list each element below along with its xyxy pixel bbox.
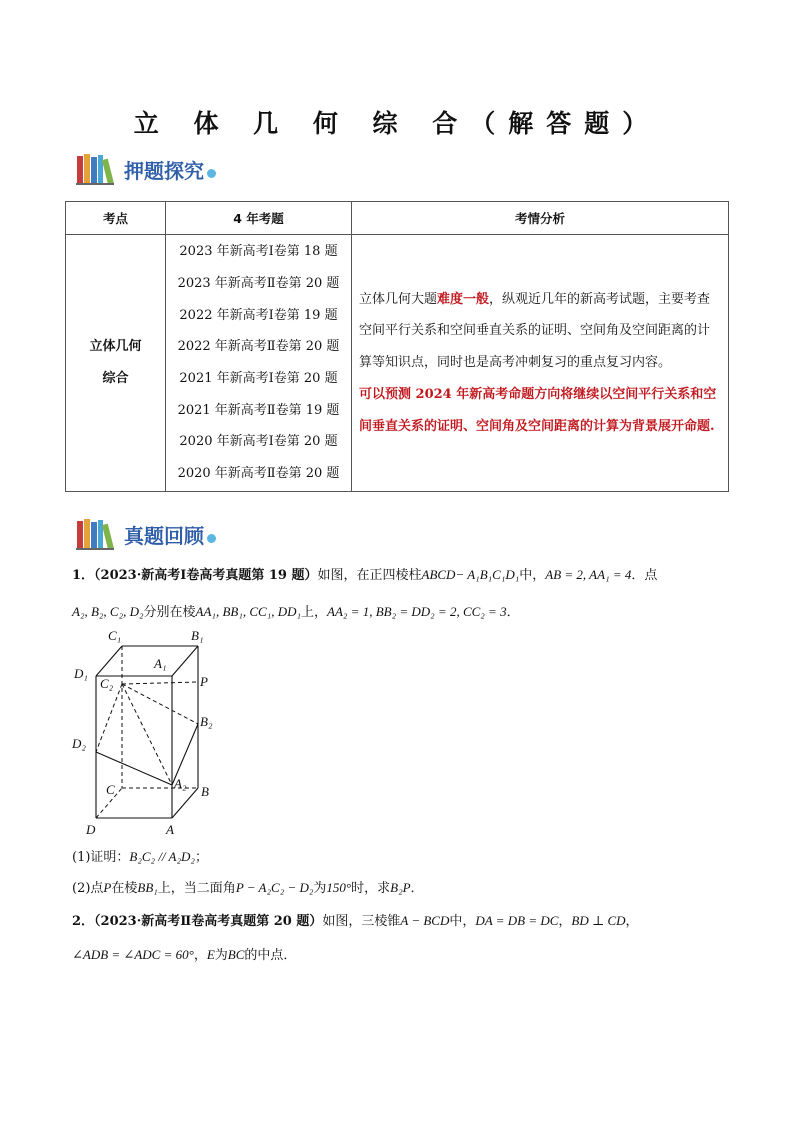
section-label: 真题回顾 (124, 523, 204, 548)
question-1-part-2 (72, 877, 424, 896)
question-source: （2023·新高考Ⅱ卷高考真题第 20 题） (94, 914, 323, 929)
math: AA₁, BB₁, CC₁, DD₁ (195, 604, 302, 619)
exam-analysis-table (65, 201, 729, 492)
header-topic: 考点 (66, 202, 166, 235)
edge (172, 788, 198, 818)
question-source: （2023·新高考Ⅰ卷高考真题第 19 题） (94, 568, 318, 583)
year-item: 2022 年新高考Ⅱ卷第 20 题 (177, 339, 340, 355)
year-item: 2020 年新高考Ⅱ卷第 20 题 (177, 466, 340, 482)
math: ABCD− A₁B₁C₁D₁ (421, 567, 520, 582)
question-text: 如图，三棱锥 (322, 914, 401, 929)
math: AB = 2, AA₁ = 4 (545, 567, 632, 582)
question-text: ， (193, 948, 207, 963)
page-title: 立 体 几 何 综 合（解答题） (133, 109, 661, 138)
math: B₂P (390, 880, 411, 895)
vertex-label: B (201, 784, 209, 799)
question-text: 时，求 (351, 881, 391, 896)
year-item: 2022 年新高考Ⅰ卷第 19 题 (179, 307, 338, 323)
vertex-label: C (106, 782, 115, 797)
math: DA = DB = DC (475, 913, 559, 928)
math: ∠ADB = ∠ADC = 60° (72, 947, 194, 962)
header-years: 4 年考题 (166, 202, 352, 235)
question-text: 分别在棱 (143, 605, 196, 620)
question-text: ．点 (631, 568, 658, 583)
vertex-label: D (86, 822, 96, 837)
section-header-review (76, 517, 216, 551)
year-item: 2020 年新高考Ⅰ卷第 20 题 (179, 434, 338, 450)
analysis-cell (352, 235, 729, 492)
edge (96, 646, 122, 676)
question-text: (1)证明： (72, 850, 130, 865)
question-2-line-1 (72, 910, 639, 929)
math: AA₂ = 1, BB₂ = DD₂ = 2, CC₂ = 3 (327, 604, 507, 619)
prism-figure (66, 622, 226, 842)
question-text: ． (410, 881, 424, 896)
topic-line: 立体几何 (89, 339, 142, 354)
bullet-dot (207, 534, 216, 543)
year-item: 2023 年新高考Ⅱ卷第 20 题 (177, 275, 340, 291)
analysis-highlight: 难度一般 (437, 291, 490, 307)
question-1-line-2 (72, 601, 520, 620)
question-text: ， (625, 914, 639, 929)
question-text: ， (558, 914, 572, 929)
vertex-label: A (166, 822, 174, 837)
math: A − BCD (400, 913, 450, 928)
hidden-edge (96, 684, 122, 752)
analysis-text: ，纵观近几年的新高考试题，主要考查空间平行关系和空间垂直关系的证明、空间角及空间距离的计算等知识点，同时也是高考冲刺复习的重点复习内容。 (359, 291, 711, 371)
analysis-text: 立体几何大题 (359, 291, 438, 307)
vertex-label: B₂ (200, 714, 213, 729)
edge (172, 646, 198, 676)
hidden-edge (122, 682, 198, 684)
question-text: 为 (313, 881, 327, 896)
table-row (66, 235, 729, 492)
topic-cell (66, 235, 166, 492)
question-text: ． (506, 605, 520, 620)
question-1-part-1 (72, 846, 208, 865)
vertex-label: D₂ (72, 736, 86, 751)
analysis-prediction: 可以预测 2024 年新高考命题方向将继续以空间平行关系和空间垂直关系的证明、空间角及空间距离的计算为背景展开命题. (359, 386, 717, 434)
section-header-predict (76, 152, 216, 186)
year-item: 2023 年新高考Ⅰ卷第 18 题 (179, 244, 338, 260)
vertex-label: A₂ (174, 776, 187, 791)
math: P (103, 880, 112, 895)
question-text: 的中点． (244, 948, 297, 963)
question-text: 上，当二面角 (157, 881, 236, 896)
year-item: 2021 年新高考Ⅰ卷第 20 题 (179, 371, 338, 386)
question-text: 如图，在正四棱柱 (317, 568, 422, 583)
table-header-row (66, 202, 729, 235)
year-item: 2021 年新高考Ⅱ卷第 19 题 (177, 402, 340, 418)
question-text: 中， (449, 914, 476, 929)
header-analysis: 考情分析 (352, 202, 729, 235)
hidden-edge (122, 684, 172, 785)
math: P − A₂C₂ − D₂ (235, 880, 314, 895)
math: 150° (326, 880, 352, 895)
vertex-label: C₁ (108, 628, 122, 643)
vertex-label: A₁ (154, 656, 167, 671)
question-number: 2． (72, 914, 95, 929)
vertex-label: B₁ (191, 628, 204, 643)
topic-line: 综合 (102, 371, 129, 386)
question-2-line-2 (72, 944, 296, 963)
years-cell (166, 235, 352, 492)
math: BD ⊥ CD (571, 913, 626, 928)
vertex-label: P (200, 674, 208, 689)
math: BB₁ (137, 880, 158, 895)
question-text: 在棱 (111, 881, 138, 896)
question-text: 上， (301, 605, 328, 620)
edge (96, 752, 172, 785)
bullet-dot (207, 169, 216, 178)
question-1-line-1 (72, 564, 657, 583)
vertex-label: C₂ (100, 676, 114, 691)
math: A₂, B₂, C₂, D₂ (72, 604, 144, 619)
question-text: (2)点 (72, 881, 104, 896)
question-text: 为 (214, 948, 228, 963)
books-icon (76, 518, 122, 550)
question-text: 中， (519, 568, 546, 583)
question-text: ； (194, 850, 208, 865)
math: BC (227, 947, 245, 962)
math: B₂C₂ // A₂D₂ (129, 849, 195, 864)
math: E (206, 947, 215, 962)
hidden-edge (122, 684, 198, 724)
books-icon (76, 153, 122, 185)
question-number: 1． (72, 568, 95, 583)
vertex-label: D₁ (74, 666, 88, 681)
section-label: 押题探究 (124, 158, 204, 183)
